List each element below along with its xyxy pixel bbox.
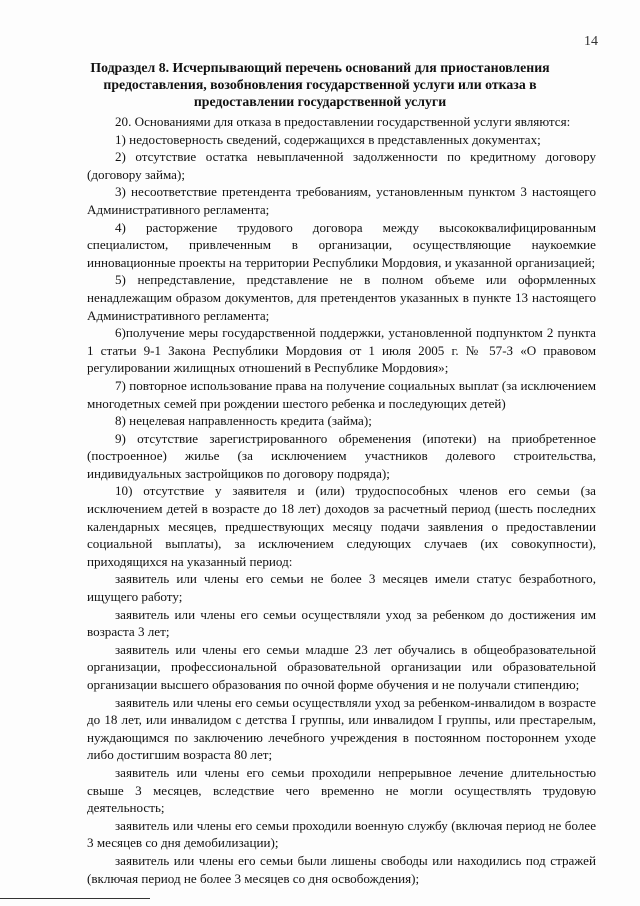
paragraph-item-8: 8) нецелевая направленность кредита (займа); [115,413,372,429]
paragraph-item-1: 1) недостоверность сведений, содержащихся в представленных документах; [115,131,541,147]
paragraph-case-treatment: заявитель или члены его семьи проходили непрерывное лечение длительностью свыше 3 месяцев, вследствие чего временно не могли осуществлять трудовую деятельность; [87,764,596,816]
paragraph-item-5: 5) непредставление, представление не в полном объеме или оформленных ненадлежащим образом документов, для претендентов указанных в пункте 13 настоящего Административного регламента; [87,272,596,323]
paragraph-case-childcare: заявитель или члены его семьи осуществляли уход за ребенком до достижения им возраста 3 лет; [87,606,596,640]
page-number: 14 [584,34,598,49]
paragraph-intro: 20. Основаниями для отказа в предоставлении государственной услуги являются: [115,114,571,129]
paragraph-item-7: 7) повторное использование права на получение социальных выплат (за исключением многодетных семей при рождении шестого ребенка и последующих детей) [87,377,596,411]
paragraph-case-unemployed: заявитель или члены его семьи не более 3 месяцев имели статус безработного, ищущего работу; [87,571,596,605]
paragraph-item-2: 2) отсутствие остатка невыплаченной задолженности по кредитному договору (договору займа); [87,149,596,182]
paragraph-case-imprisonment: заявитель или члены его семьи были лишены свободы или находились под стражей (включая период не более 3 месяцев со дня освобождения); [87,852,596,886]
footer-divider [0,898,150,899]
paragraph-item-4: 4) расторжение трудового договора между высококвалифицированным специалистом, привлеченным в организации, осуществляющие наукоемкие инновационные проекты на территории Республики Мордовия, и указанной организацией; [87,219,596,270]
section-heading [60,59,580,110]
document-body [87,113,596,887]
paragraph-item-3: 3) несоответствие претендента требованиям, установленным пунктом 3 настоящего Административного регламента; [87,184,596,217]
paragraph-case-students: заявитель или члены его семьи младше 23 лет обучались в общеобразовательной организации, профессиональной образовательной организации или образовательной организации высшего образования по очной форме обучения и не получали стипендию; [87,641,596,692]
paragraph-item-6: 6)получение меры государственной поддержки, установленной подпунктом 2 пункта 1 статьи 9-1 Закона Республики Мордовия от 1 июля 2005 г. № 57-З «О правовом регулировании жилищных отношений в Республике Мордовия»; [87,325,596,376]
paragraph-case-military: заявитель или члены его семьи проходили военную службу (включая период не более 3 месяцев со дня демобилизации); [87,817,596,851]
paragraph-case-disabled-care: заявитель или члены его семьи осуществляли уход за ребенком-инвалидом в возрасте до 18 лет, или инвалидом с детства I группы, или инвалидом I группы, или престарелым, нуждающимся по заключению лечебного учреждения в постоянном постороннем уходе либо достигшим возраста 80 лет; [87,694,596,763]
paragraph-item-10: 10) отсутствие у заявителя и (или) трудоспособных членов его семьи (за исключением детей в возрасте до 18 лет) доходов за расчетный период (шесть последних календарных месяцев, предшествующих месяцу подачи заявления о предоставлении социальной выплаты), за исключением следующих случаев (их совокупности), приходящихся на указанный период: [87,483,596,569]
heading-line-3: предоставлении государственной услуги [193,94,447,109]
paragraph-item-9: 9) отсутствие зарегистрированного обременения (ипотеки) на приобретенное (построенное) жилье (за исключением участников долевого строительства, индивидуальных застройщиков по договору подряда); [87,430,596,481]
heading-line-2: предоставления, возобновления государственной услуги или отказа в [103,77,537,92]
heading-line-1: Подраздел 8. Исчерпывающий перечень оснований для приостановления [90,60,550,75]
